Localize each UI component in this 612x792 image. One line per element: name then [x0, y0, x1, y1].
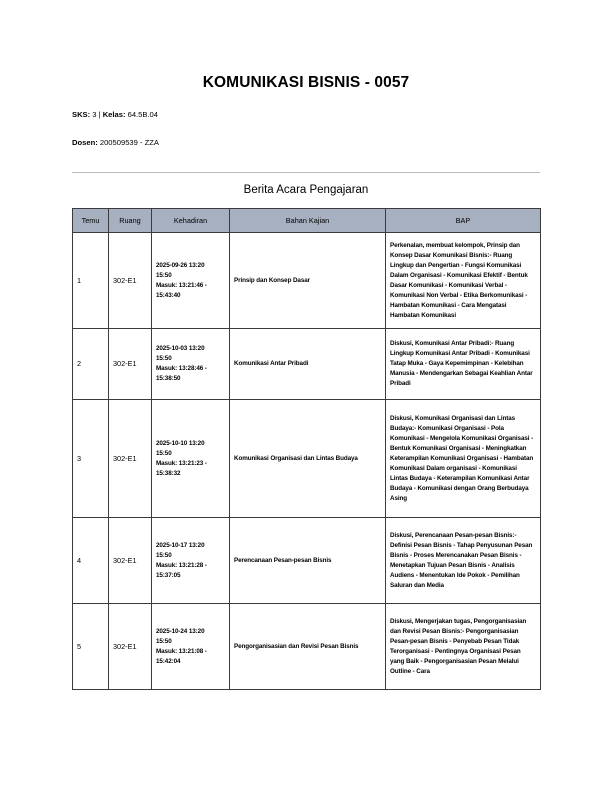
table-row	[73, 233, 541, 329]
cell-kehadiran: 2025-10-24 13:20 15:50 Masuk: 13:21:08 - 15:42:04	[152, 604, 230, 690]
header-bap: BAP	[386, 209, 541, 233]
cell-ruang: 302-E1	[109, 329, 152, 400]
cell-bahan-kajian: Perencanaan Pesan-pesan Bisnis	[230, 518, 386, 604]
table-row	[73, 329, 541, 400]
cell-bahan-kajian: Pengorganisasian dan Revisi Pesan Bisnis	[230, 604, 386, 690]
table-row	[73, 604, 541, 690]
cell-bap: Diskusi, Komunikasi Antar Pribadi:- Ruang Lingkup Komunikasi Antar Pribadi - Komunikasi Tatap Muka - Gaya Kepemimpinan - Kelebihan Manusia - Mendengarkan Sebagai Keahlian Antar Pribadi	[386, 329, 541, 400]
header-bahan-kajian: Bahan Kajian	[230, 209, 386, 233]
cell-ruang: 302-E1	[109, 518, 152, 604]
cell-kehadiran: 2025-10-17 13:20 15:50 Masuk: 13:21:28 - 15:37:05	[152, 518, 230, 604]
table-row	[73, 400, 541, 518]
cell-ruang: 302-E1	[109, 233, 152, 329]
cell-bahan-kajian: Prinsip dan Konsep Dasar	[230, 233, 386, 329]
cell-bap: Perkenalan, membuat kelompok, Prinsip dan Konsep Dasar Komunikasi Bisnis:- Ruang Lingkup dan Pengertian - Fungsi Komunikasi Dalam Organisasi - Komunikasi Efektif - Bentuk Dasar Komunikasi - Komunikasi Verbal - Komunikasi Non Verbal - Etika Berkomunikasi - Hambatan Komunikasi - Cara Mengatasi Hambatan Komunikasi	[386, 233, 541, 329]
sks-label: SKS:	[72, 110, 91, 119]
dosen-value: 200509539 - ZZA	[97, 138, 159, 147]
cell-ruang: 302-E1	[109, 400, 152, 518]
cell-temu: 5	[73, 604, 109, 690]
bap-table	[72, 208, 541, 690]
cell-temu: 4	[73, 518, 109, 604]
course-title: KOMUNIKASI BISNIS - 0057	[202, 74, 410, 91]
cell-bap: Diskusi, Perencanaan Pesan-pesan Bisnis:- Definisi Pesan Bisnis - Tahap Penyusunan Pesan Bisnis - Proses Merencanakan Pesan Bisnis - Menetapkan Tujuan Pesan Bisnis - Analisis Audiens - Menentukan Ide Pokok - Pemilihan Saluran dan Media	[386, 518, 541, 604]
cell-bahan-kajian: Komunikasi Antar Pribadi	[230, 329, 386, 400]
cell-kehadiran: 2025-10-03 13:20 15:50 Masuk: 13:28:46 - 15:38:50	[152, 329, 230, 400]
course-meta-sks-kelas	[72, 110, 158, 119]
header-ruang: Ruang	[109, 209, 152, 233]
cell-temu: 3	[73, 400, 109, 518]
header-temu: Temu	[73, 209, 109, 233]
cell-bap: Diskusi, Komunikasi Organisasi dan Lintas Budaya:- Komunikasi Organisasi - Pola Komunikasi - Mengelola Komunikasi Organisasi - Bentuk Komunikasi Organisasi - Meningkatkan Keterampilan Komunikasi Organisasi - Hambatan Komunikasi Dalam organisasi - Komunikasi Lintas Budaya - Keterampilan Komunikasi Antar Budaya - Komunikasi dengan Orang Berbudaya Asing	[386, 400, 541, 518]
dosen-label: Dosen:	[72, 138, 98, 147]
cell-kehadiran: 2025-10-10 13:20 15:50 Masuk: 13:21:23 - 15:38:32	[152, 400, 230, 518]
cell-ruang: 302-E1	[109, 604, 152, 690]
kelas-label: Kelas:	[102, 110, 126, 119]
header-kehadiran: Kehadiran	[152, 209, 230, 233]
section-title: Berita Acara Pengajaran	[243, 184, 369, 196]
cell-temu: 2	[73, 329, 109, 400]
table-header-row	[73, 209, 541, 233]
sks-value: 3 |	[90, 110, 103, 119]
cell-temu: 1	[73, 233, 109, 329]
cell-bahan-kajian: Komunikasi Organisasi dan Lintas Budaya	[230, 400, 386, 518]
cell-kehadiran: 2025-09-26 13:20 15:50 Masuk: 13:21:46 - 15:43:40	[152, 233, 230, 329]
table-row	[73, 518, 541, 604]
divider	[72, 172, 540, 173]
course-meta-dosen	[72, 138, 159, 147]
kelas-value: 64.5B.04	[125, 110, 158, 119]
cell-bap: Diskusi, Mengerjakan tugas, Pengorganisasian dan Revisi Pesan Bisnis:- Pengorganisasian Pesan-pesan Bisnis - Penyebab Pesan Tidak Terorganisasi - Pentingnya Organisasi Pesan yang Baik - Pengorganisasian Pesan Melalui Outline - Cara	[386, 604, 541, 690]
